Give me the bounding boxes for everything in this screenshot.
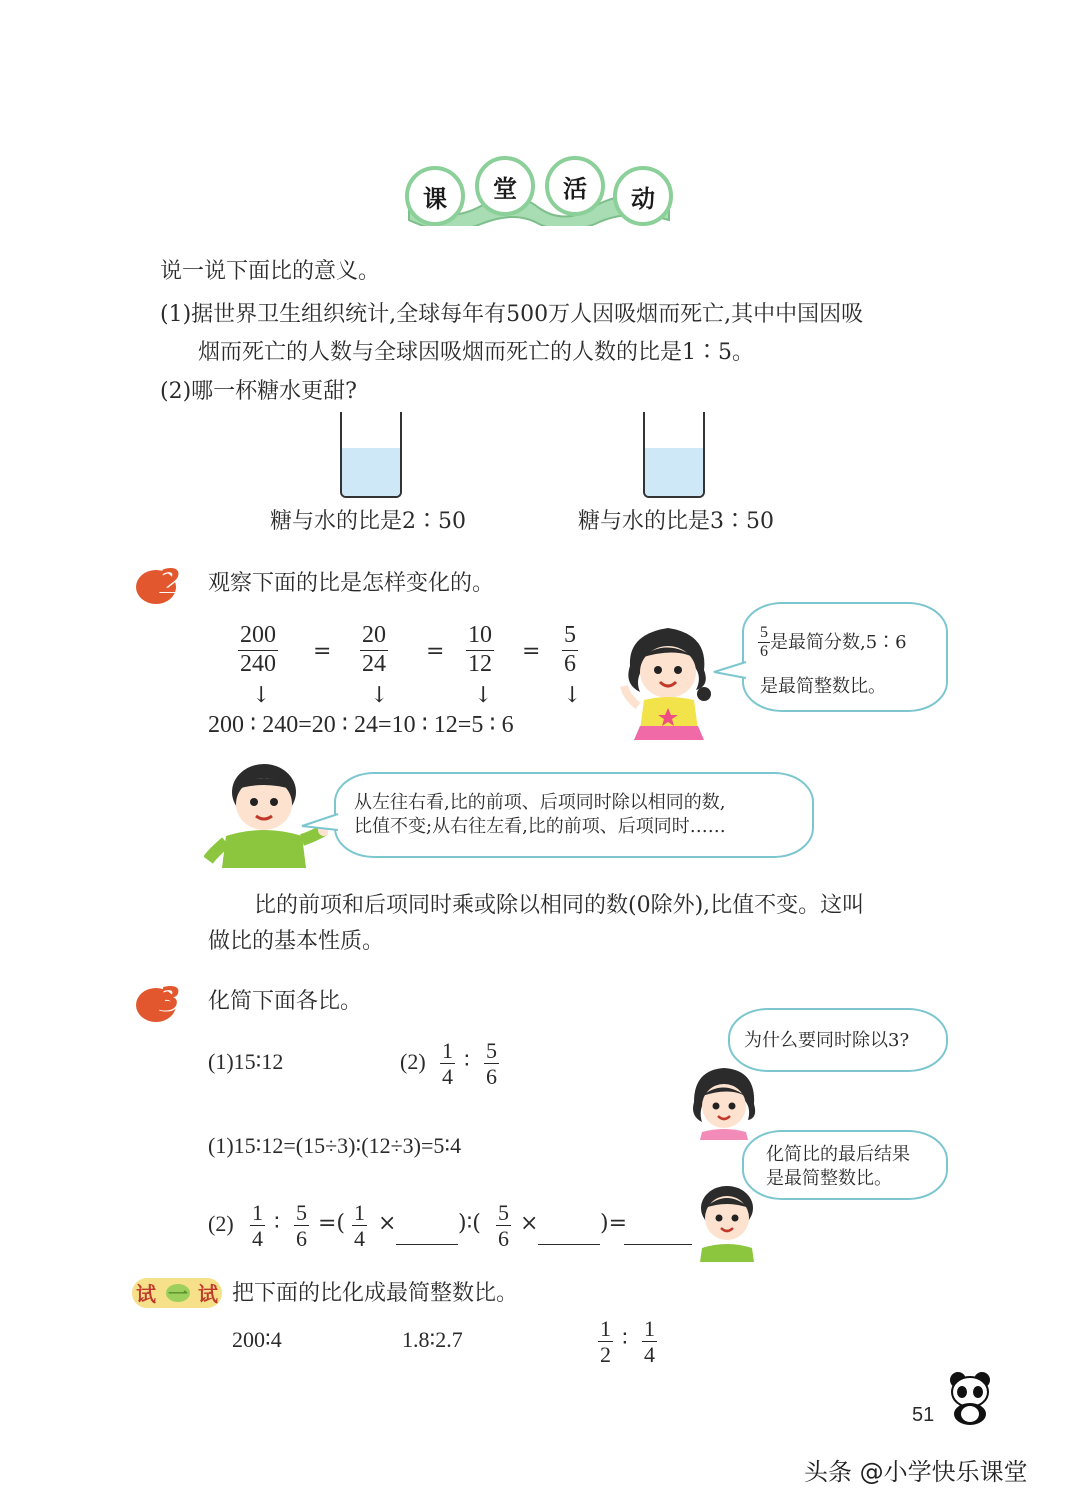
title-char-2: 堂 <box>475 156 535 216</box>
answer-1: (1)15∶12=(15÷3)∶(12÷3)=5∶4 <box>208 1133 462 1158</box>
times-sign: × <box>520 1211 539 1236</box>
activity-intro: 说一说下面比的意义。 <box>160 259 381 284</box>
boy-hint-line2: 是最简整数比。 <box>766 1168 892 1189</box>
equals-open-paren: =( <box>318 1211 346 1236</box>
answer-blank-2[interactable] <box>538 1222 600 1245</box>
girl-question-text: 为什么要同时除以3? <box>744 1030 910 1051</box>
question-2-prefix: (2) <box>400 1049 426 1074</box>
activity-item1-line1: (1)据世界卫生组织统计,全球每年有500万人因吸烟而死亡,其中中国因吸 <box>160 302 864 327</box>
down-arrow-icon: ↓ <box>252 683 271 708</box>
colon: ∶ <box>622 1327 628 1352</box>
colon: ∶ <box>464 1049 470 1074</box>
section-2-badge: 2 <box>136 566 184 606</box>
boy-hint-line1: 化简比的最后结果 <box>766 1144 910 1165</box>
try-ratio-1: 200∶4 <box>232 1327 282 1352</box>
fraction-20-24: $\frac{20}{24}$ <box>362 622 386 677</box>
fraction-5-6: $\frac{5}{6}$ <box>564 622 576 677</box>
down-arrow-icon: ↓ <box>474 683 493 708</box>
fraction-1-4: $\frac{1}{4}$ <box>252 1200 263 1252</box>
girl-bubble-line2: 是最简整数比。 <box>760 676 886 697</box>
equals-sign: = <box>522 639 541 664</box>
colon: ∶ <box>274 1211 280 1236</box>
activity-item1-line2: 烟而死亡的人数与全球因吸烟而死亡的人数的比是1∶5。 <box>198 340 754 365</box>
fraction-5-6: $\frac{5}{6}$ <box>486 1038 497 1090</box>
fraction-1-4: $\frac{1}{4}$ <box>442 1038 453 1090</box>
girl-face-illustration <box>688 1062 760 1140</box>
try-it-badge: 试 一 试 <box>132 1276 222 1310</box>
sugar-water-cup-1 <box>340 412 402 498</box>
answer-blank-1[interactable] <box>396 1222 458 1245</box>
cup-2-label: 糖与水的比是3∶50 <box>578 509 774 534</box>
cup-1-water <box>342 448 400 496</box>
close-equals: )= <box>600 1211 628 1236</box>
fraction-5-6: $\frac{5}{6}$ <box>498 1200 509 1252</box>
equals-sign: = <box>313 639 332 664</box>
cup-2-water <box>645 448 703 496</box>
fraction-1-2: $\frac{1}{2}$ <box>600 1316 611 1368</box>
activity-item2: (2)哪一杯糖水更甜? <box>160 379 357 404</box>
watermark: 头条 @小学快乐课堂 <box>804 1458 1028 1486</box>
ratio-chain: 200 ∶ 240=20 ∶ 24=10 ∶ 12=5 ∶ 6 <box>208 712 514 738</box>
answer-blank-3[interactable] <box>624 1222 692 1245</box>
equals-sign: = <box>426 639 445 664</box>
section-3-badge: 3 <box>136 984 184 1024</box>
ratio-rule-line2: 做比的基本性质。 <box>208 929 385 954</box>
section-3-title: 化简下面各比。 <box>208 989 363 1014</box>
bubble-fraction-5-6: $\frac{5}{6}$ <box>760 624 768 661</box>
down-arrow-icon: ↓ <box>563 683 582 708</box>
try-it-title: 把下面的比化成最简整数比。 <box>232 1281 519 1306</box>
question-1: (1)15∶12 <box>208 1049 284 1074</box>
boy-face-illustration <box>696 1182 758 1262</box>
try-ratio-2: 1.8∶2.7 <box>402 1327 463 1352</box>
panda-icon <box>944 1370 994 1426</box>
close-open-paren: )∶( <box>458 1211 481 1236</box>
bubble-tail <box>712 660 748 680</box>
fraction-10-12: $\frac{10}{12}$ <box>468 622 492 677</box>
boy-bubble-line2: 比值不变;从右往左看,比的前项、后项同时…… <box>354 816 726 837</box>
sugar-water-cup-2 <box>643 412 705 498</box>
ratio-rule-line1: 比的前项和后项同时乘或除以相同的数(0除外),比值不变。这叫 <box>254 893 865 918</box>
title-char-4: 动 <box>613 166 673 226</box>
cup-1-label: 糖与水的比是2∶50 <box>270 509 466 534</box>
times-sign: × <box>378 1211 397 1236</box>
title-char-3: 活 <box>545 156 605 216</box>
bubble-tail <box>300 812 340 834</box>
lesson-activity-banner <box>405 170 673 222</box>
girl-illustration <box>620 614 716 740</box>
fraction-1-4: $\frac{1}{4}$ <box>644 1316 655 1368</box>
page-number: 51 <box>912 1404 935 1426</box>
fraction-200-240: $\frac{200}{240}$ <box>240 622 276 677</box>
boy-bubble-line1: 从左往右看,比的前项、后项同时除以相同的数, <box>354 792 726 813</box>
section-2-title: 观察下面的比是怎样变化的。 <box>208 571 495 596</box>
down-arrow-icon: ↓ <box>370 683 389 708</box>
answer-2-prefix: (2) <box>208 1211 234 1236</box>
fraction-1-4: $\frac{1}{4}$ <box>354 1200 365 1252</box>
fraction-5-6: $\frac{5}{6}$ <box>296 1200 307 1252</box>
title-char-1: 课 <box>405 166 465 226</box>
girl-bubble-line1: 是最简分数,5∶6 <box>770 631 907 653</box>
